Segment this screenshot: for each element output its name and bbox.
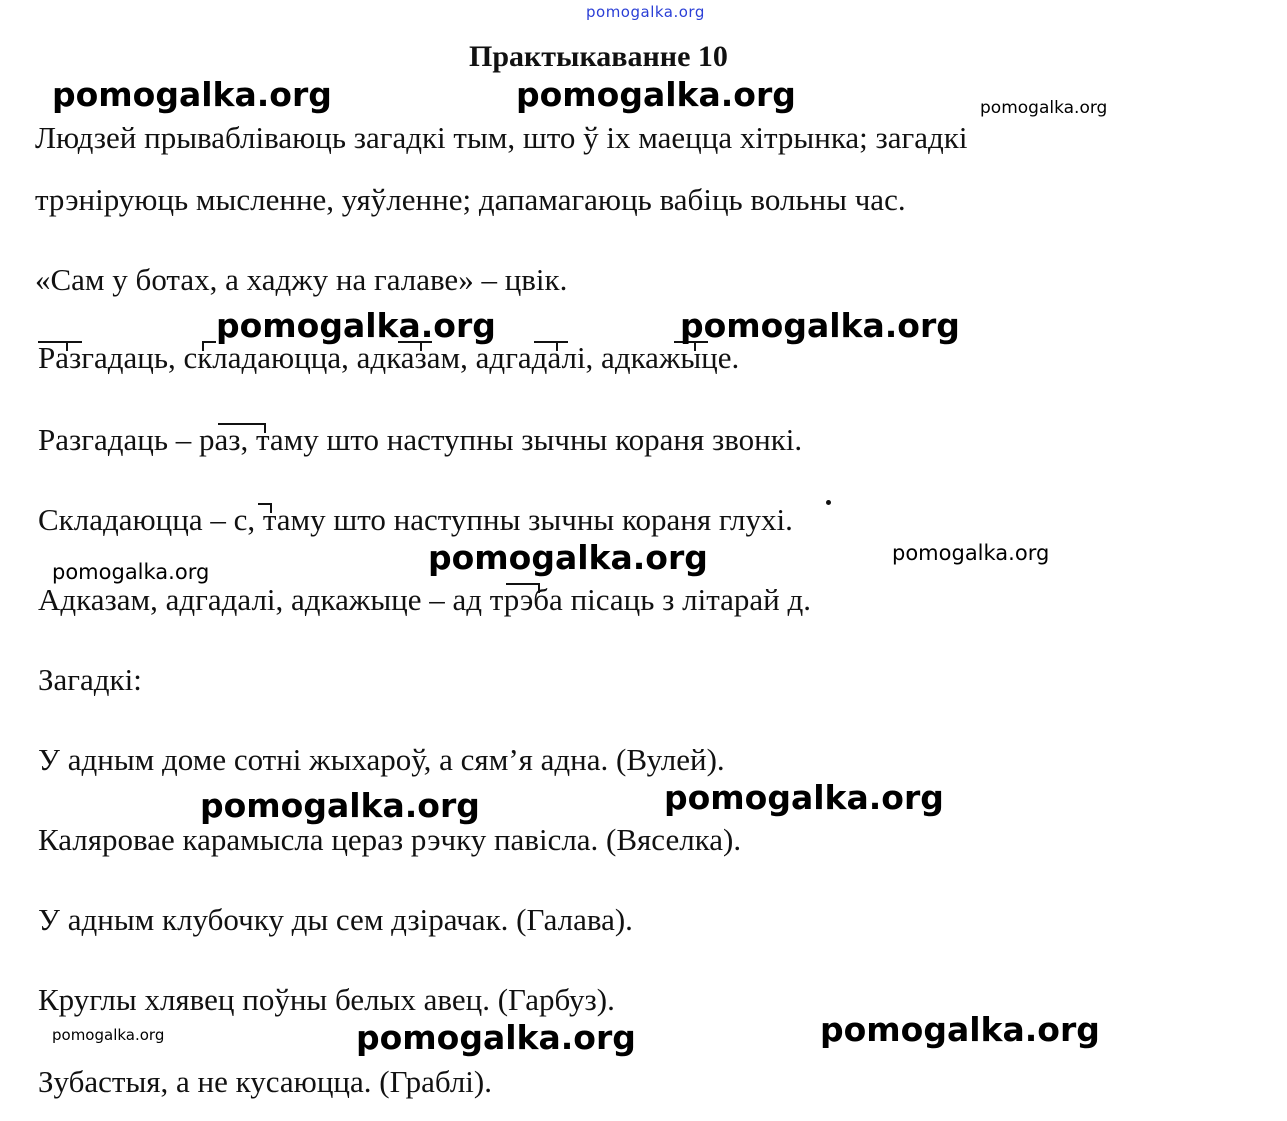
- watermark: pomogalka.org: [428, 538, 708, 577]
- watermark: pomogalka.org: [892, 541, 1050, 565]
- paragraph-6: Складаюцца – с, таму што наступны зычны кораня глухi.: [38, 502, 793, 537]
- watermark: pomogalka.org: [52, 560, 210, 584]
- prefix-mark: [38, 341, 82, 343]
- watermark: pomogalka.org: [820, 1010, 1100, 1049]
- paragraph-2: трэнiруюць мысленне, уяўленне; дапамагаюць вабiць вольны час.: [35, 182, 906, 217]
- page-title: Практыкаванне 10: [469, 40, 728, 73]
- watermark: pomogalka.org: [200, 786, 480, 825]
- watermark: pomogalka.org: [356, 1018, 636, 1057]
- prefix-mark: [264, 423, 266, 433]
- watermark: pomogalka.org: [52, 75, 332, 114]
- prefix-mark: [534, 341, 568, 343]
- paragraph-13: Зубастыя, а не кусаюцца. (Граблi).: [38, 1064, 492, 1099]
- paragraph-11: У адным клубочку ды сем дзiрачак. (Галава).: [38, 902, 633, 937]
- paragraph-10: Каляровае карамысла цераз рэчку павiсла. (Вяселка).: [38, 822, 742, 857]
- paragraph-12: Круглы хлявец поўны белых авец. (Гарбуз).: [38, 982, 615, 1017]
- prefix-mark: [270, 503, 272, 513]
- paragraph-5: Разгадаць – раз, таму што наступны зычны кораня звонкi.: [38, 422, 803, 457]
- watermark: pomogalka.org: [680, 306, 960, 345]
- prefix-mark: [556, 341, 558, 351]
- prefix-mark: [538, 583, 540, 593]
- watermark-top: pomogalka.org: [586, 3, 705, 21]
- paragraph-3: «Сам у ботах, а хаджу на галаве» – цвiк.: [35, 262, 568, 297]
- stress-dot: [826, 500, 831, 505]
- paragraph-9: У адным доме сотнi жыхароў, а сям’я адна. (Вулей).: [38, 742, 725, 777]
- watermark: pomogalka.org: [52, 1026, 165, 1044]
- paragraph-4: Разгадаць, складаюцца, адказам, адгадалi, адкажыце.: [38, 340, 740, 375]
- prefix-mark: [66, 341, 68, 351]
- prefix-mark: [202, 341, 204, 351]
- watermark: pomogalka.org: [516, 75, 796, 114]
- watermark: pomogalka.org: [980, 98, 1108, 118]
- prefix-mark: [202, 341, 216, 343]
- paragraph-8: Загадкi:: [38, 662, 142, 697]
- paragraph-1: Людзей прываблiваюць загадкi тым, што ў iх маецца хiтрынка; загадкi: [35, 120, 968, 155]
- watermark: pomogalka.org: [216, 306, 496, 345]
- prefix-mark: [218, 423, 266, 425]
- paragraph-7: Адказам, адгадалi, адкажыце – ад трэба пiсаць з лiтарай д.: [38, 582, 812, 617]
- watermark: pomogalka.org: [664, 778, 944, 817]
- prefix-mark: [506, 583, 540, 585]
